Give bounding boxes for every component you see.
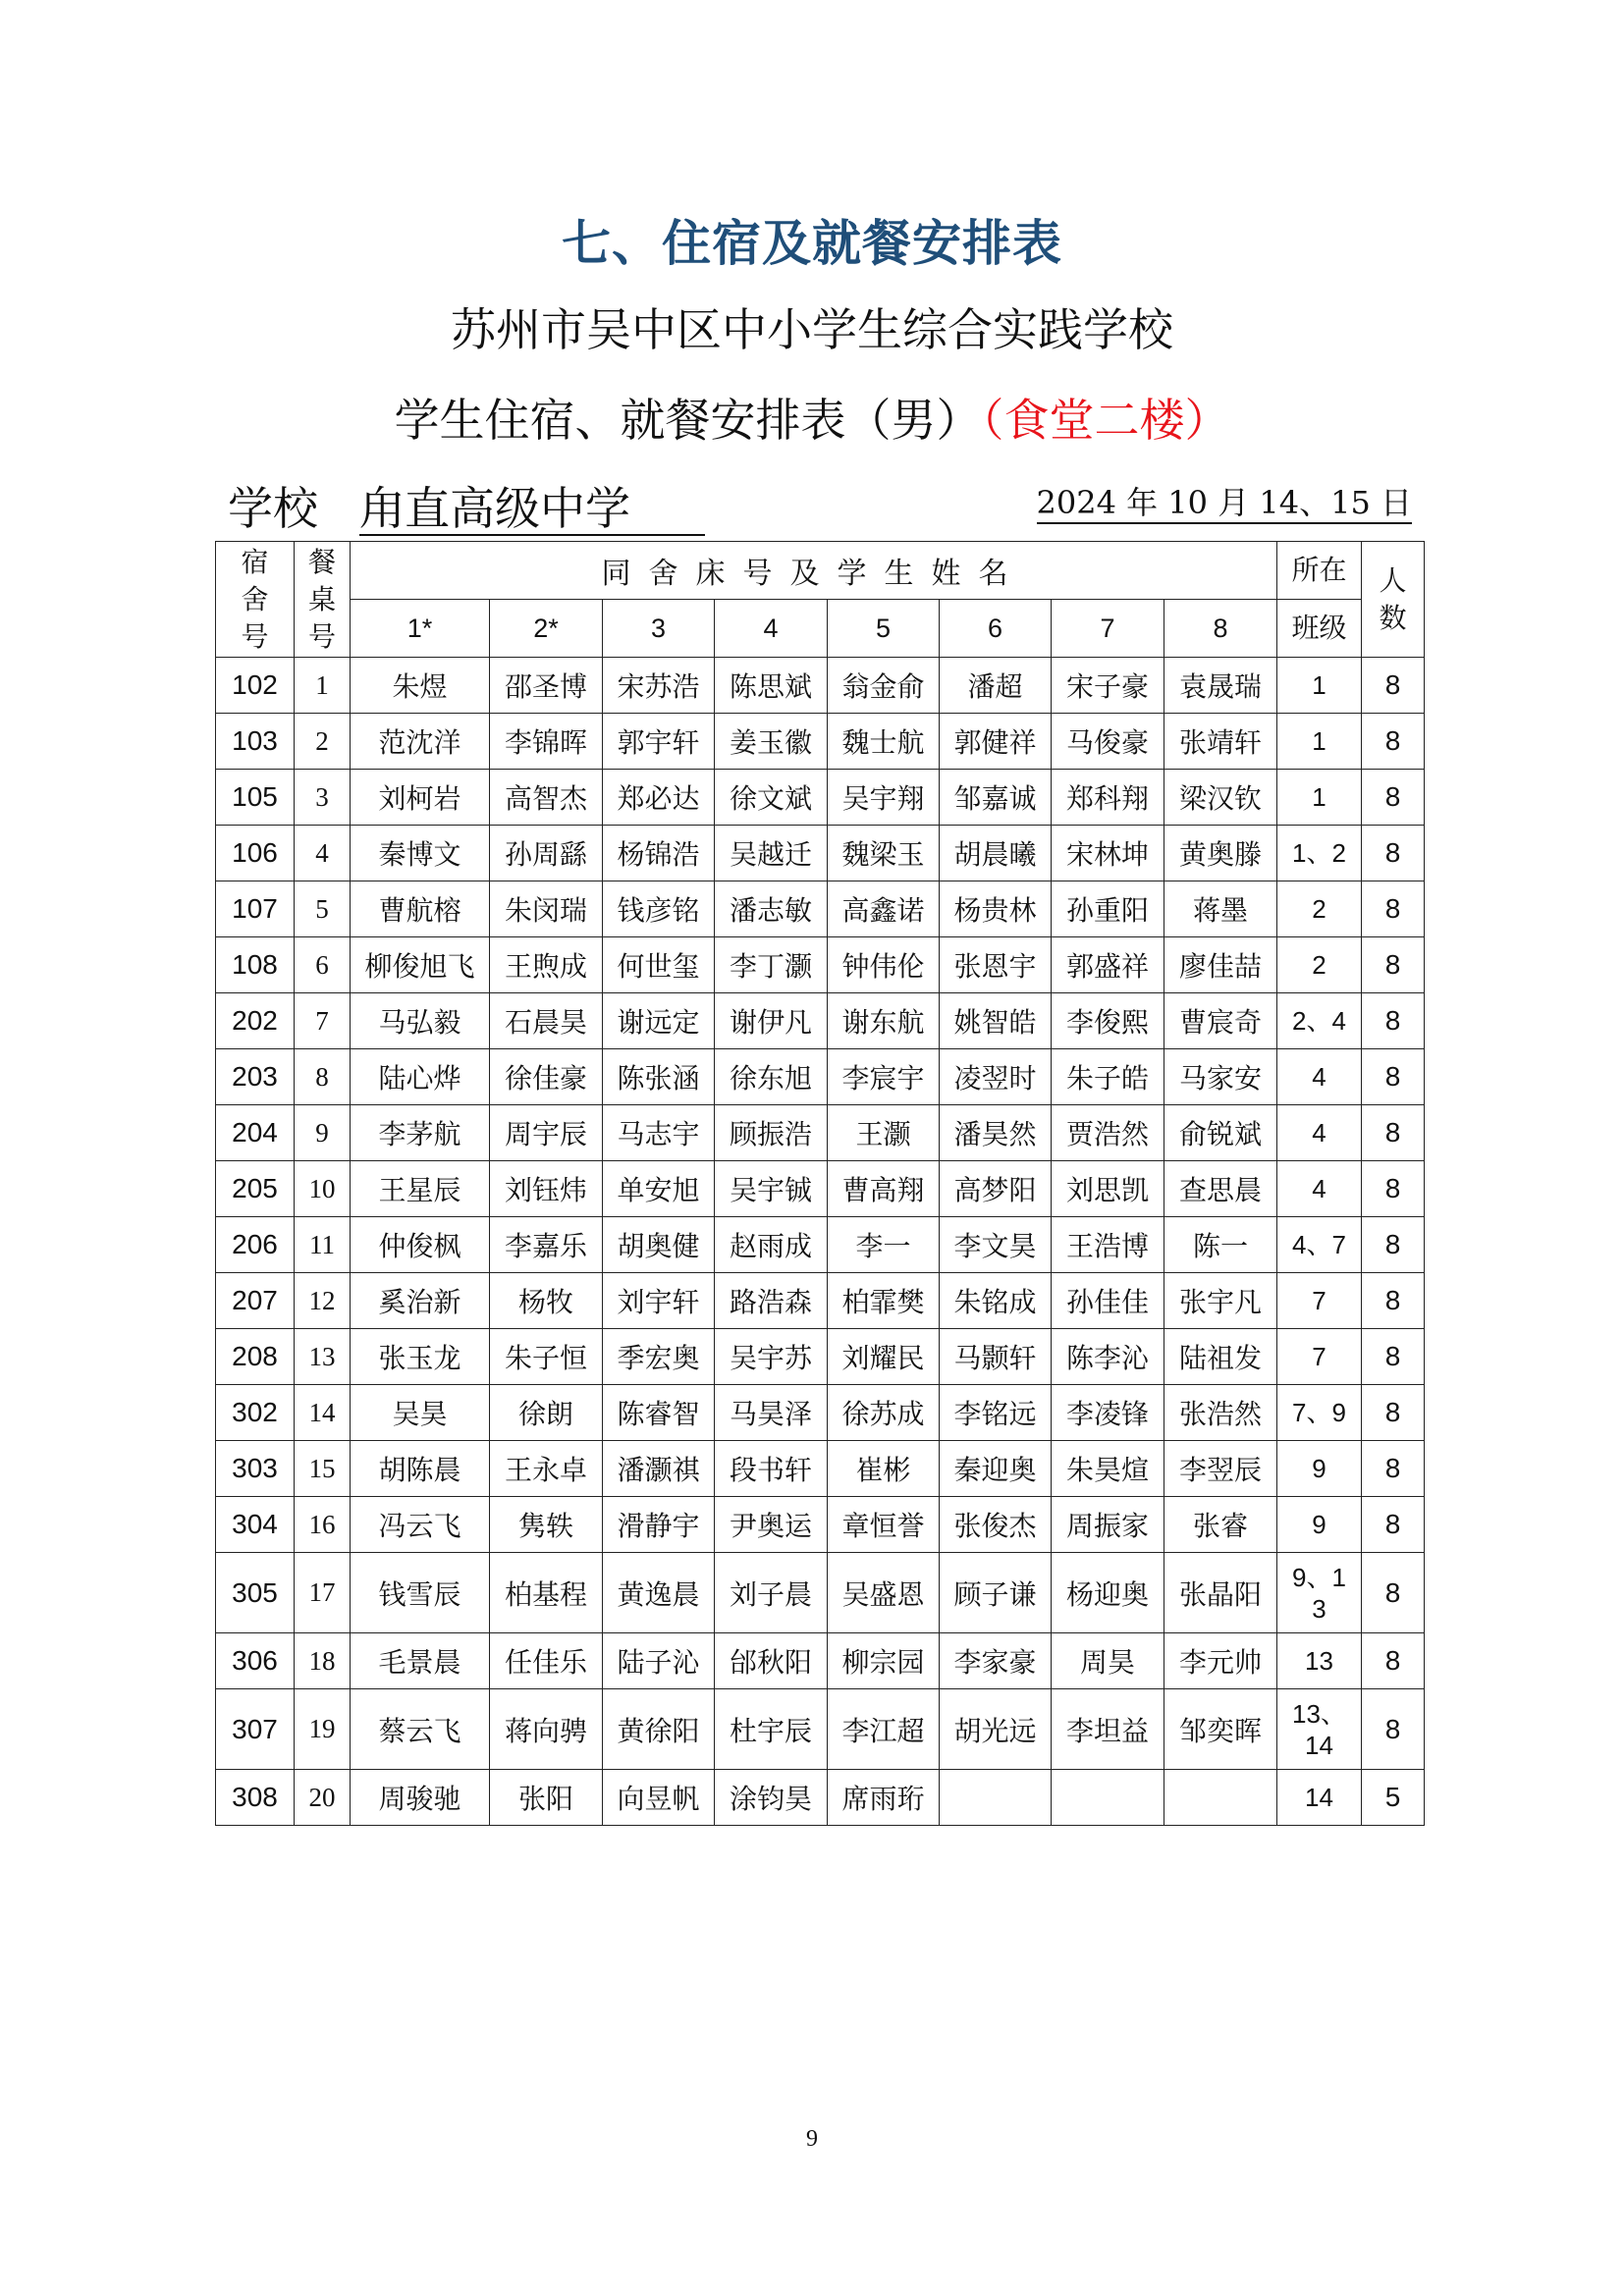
- class-cell: 2: [1277, 937, 1362, 993]
- document-title: 七、住宿及就餐安排表: [562, 215, 1062, 272]
- table-subtitle: [0, 385, 1624, 450]
- student-name: 梁汉钦: [1164, 770, 1277, 826]
- student-name: 李文昊: [940, 1217, 1052, 1273]
- class-cell: 14: [1277, 1770, 1362, 1826]
- table-number: 1: [295, 658, 351, 714]
- student-name: 邹嘉诚: [940, 770, 1052, 826]
- student-name: 柳宗园: [828, 1633, 940, 1689]
- table-body: [216, 658, 1425, 1826]
- student-name: 刘子晨: [715, 1553, 828, 1633]
- room-number: 106: [216, 826, 295, 881]
- room-number: 303: [216, 1441, 295, 1497]
- student-name: 蔡云飞: [351, 1689, 490, 1770]
- student-name: 谢伊凡: [715, 993, 828, 1049]
- school-line: [228, 473, 705, 538]
- student-name: 向昱帆: [603, 1770, 715, 1826]
- student-name: 陈睿智: [603, 1385, 715, 1441]
- table-row: [216, 993, 1425, 1049]
- class-cell: 4、7: [1277, 1217, 1362, 1273]
- class-cell: 13: [1277, 1633, 1362, 1689]
- student-name: 姚智皓: [940, 993, 1052, 1049]
- student-name: 段书轩: [715, 1441, 828, 1497]
- student-name: 滑静宇: [603, 1497, 715, 1553]
- student-name: 魏梁玉: [828, 826, 940, 881]
- canteen-location: （食堂二楼）: [981, 394, 1230, 447]
- count-cell: 8: [1362, 1553, 1425, 1633]
- student-name: 吴宇铖: [715, 1161, 828, 1217]
- class-cell: 1: [1277, 658, 1362, 714]
- date: 2024 年 10 月 14、15 日: [1037, 483, 1412, 524]
- class-cell: 1: [1277, 770, 1362, 826]
- student-name: 周昊: [1052, 1633, 1164, 1689]
- class-cell: 9: [1277, 1497, 1362, 1553]
- student-name: 贾浩然: [1052, 1105, 1164, 1161]
- student-name: 宋苏浩: [603, 658, 715, 714]
- student-name: 邰秋阳: [715, 1633, 828, 1689]
- room-number: 202: [216, 993, 295, 1049]
- student-name: 张玉龙: [351, 1329, 490, 1385]
- header-table: 餐桌号: [295, 542, 351, 658]
- class-cell: 4: [1277, 1161, 1362, 1217]
- student-name: 黄徐阳: [603, 1689, 715, 1770]
- student-name: 陈张涵: [603, 1049, 715, 1105]
- student-name: 李宸宇: [828, 1049, 940, 1105]
- table-row: [216, 714, 1425, 770]
- table-row: [216, 1105, 1425, 1161]
- student-name: 李元帅: [1164, 1633, 1277, 1689]
- table-row: [216, 1329, 1425, 1385]
- table-row: [216, 1770, 1425, 1826]
- table-subtitle-text: 学生住宿、就餐安排表（男）: [394, 394, 982, 447]
- table-row: [216, 1553, 1425, 1633]
- student-name: 陆祖发: [1164, 1329, 1277, 1385]
- room-number: 103: [216, 714, 295, 770]
- student-name: 袁晟瑞: [1164, 658, 1277, 714]
- table-row: [216, 1385, 1425, 1441]
- room-number: 108: [216, 937, 295, 993]
- student-name: 吴宇苏: [715, 1329, 828, 1385]
- student-name: 陈李沁: [1052, 1329, 1164, 1385]
- table-number: 6: [295, 937, 351, 993]
- school-subtitle: 苏州市吴中区中小学生综合实践学校: [451, 303, 1173, 356]
- table-number: 18: [295, 1633, 351, 1689]
- student-name: 宋子豪: [1052, 658, 1164, 714]
- class-cell: 2: [1277, 881, 1362, 937]
- header-bed-6: 6: [940, 600, 1052, 658]
- class-cell: 13、14: [1277, 1689, 1362, 1770]
- student-name: 张恩宇: [940, 937, 1052, 993]
- student-name: 孙重阳: [1052, 881, 1164, 937]
- student-name: 徐苏成: [828, 1385, 940, 1441]
- student-name: 隽轶: [490, 1497, 603, 1553]
- student-name: 孙周繇: [490, 826, 603, 881]
- header-bed-5: 5: [828, 600, 940, 658]
- student-name: 谢远定: [603, 993, 715, 1049]
- student-name: 奚治新: [351, 1273, 490, 1329]
- table-number: 3: [295, 770, 351, 826]
- student-name: 李凌锋: [1052, 1385, 1164, 1441]
- room-number: 207: [216, 1273, 295, 1329]
- count-cell: 8: [1362, 1161, 1425, 1217]
- student-name: 曹航榕: [351, 881, 490, 937]
- student-name: 徐东旭: [715, 1049, 828, 1105]
- dorm-table: [215, 541, 1425, 1826]
- class-cell: 1: [1277, 714, 1362, 770]
- table-row: [216, 1049, 1425, 1105]
- student-name: 黄逸晨: [603, 1553, 715, 1633]
- room-number: 308: [216, 1770, 295, 1826]
- table-row: [216, 937, 1425, 993]
- header-bed-8: 8: [1164, 600, 1277, 658]
- room-number: 304: [216, 1497, 295, 1553]
- student-name: 柳俊旭飞: [351, 937, 490, 993]
- student-name: 涂钧昊: [715, 1770, 828, 1826]
- count-cell: 8: [1362, 770, 1425, 826]
- class-cell: 7、9: [1277, 1385, 1362, 1441]
- room-number: 107: [216, 881, 295, 937]
- count-cell: 8: [1362, 1273, 1425, 1329]
- table-row: [216, 770, 1425, 826]
- student-name: 石晨昊: [490, 993, 603, 1049]
- student-name: 蒋墨: [1164, 881, 1277, 937]
- student-name: 朱铭成: [940, 1273, 1052, 1329]
- count-cell: 8: [1362, 1633, 1425, 1689]
- class-cell: 7: [1277, 1273, 1362, 1329]
- student-name: 郭健祥: [940, 714, 1052, 770]
- header-bed-3: 3: [603, 600, 715, 658]
- count-cell: 8: [1362, 1329, 1425, 1385]
- room-number: 208: [216, 1329, 295, 1385]
- student-name: 何世玺: [603, 937, 715, 993]
- count-cell: 8: [1362, 1441, 1425, 1497]
- table-row: [216, 658, 1425, 714]
- student-name: 周骏驰: [351, 1770, 490, 1826]
- school-name: 甪直高级中学: [359, 483, 705, 536]
- table-number: 13: [295, 1329, 351, 1385]
- class-cell: 9、13: [1277, 1553, 1362, 1633]
- count-cell: 8: [1362, 993, 1425, 1049]
- student-name: 马昊泽: [715, 1385, 828, 1441]
- room-number: 102: [216, 658, 295, 714]
- student-name: 潘志敏: [715, 881, 828, 937]
- count-cell: 8: [1362, 658, 1425, 714]
- count-cell: 8: [1362, 1385, 1425, 1441]
- student-name: 杜宇辰: [715, 1689, 828, 1770]
- student-name: 曹高翔: [828, 1161, 940, 1217]
- student-name: 查思晨: [1164, 1161, 1277, 1217]
- student-name: 马俊豪: [1052, 714, 1164, 770]
- student-name: 李坦益: [1052, 1689, 1164, 1770]
- student-name: 顾振浩: [715, 1105, 828, 1161]
- student-name: 潘超: [940, 658, 1052, 714]
- student-name: 廖佳喆: [1164, 937, 1277, 993]
- student-name: 胡陈晨: [351, 1441, 490, 1497]
- student-name: 张浩然: [1164, 1385, 1277, 1441]
- student-name: 单安旭: [603, 1161, 715, 1217]
- student-name: 马弘毅: [351, 993, 490, 1049]
- table-number: 15: [295, 1441, 351, 1497]
- student-name: 邹奕晖: [1164, 1689, 1277, 1770]
- student-name: 张宇凡: [1164, 1273, 1277, 1329]
- student-name: 钱雪辰: [351, 1553, 490, 1633]
- student-name: 陆子沁: [603, 1633, 715, 1689]
- student-name: 李俊熙: [1052, 993, 1164, 1049]
- student-name: 吴越迁: [715, 826, 828, 881]
- room-number: 203: [216, 1049, 295, 1105]
- student-name: 刘思凯: [1052, 1161, 1164, 1217]
- count-cell: 5: [1362, 1770, 1425, 1826]
- student-name: 仲俊枫: [351, 1217, 490, 1273]
- student-name: 徐佳豪: [490, 1049, 603, 1105]
- table-number: 10: [295, 1161, 351, 1217]
- count-cell: 8: [1362, 1049, 1425, 1105]
- student-name: 刘钰炜: [490, 1161, 603, 1217]
- student-name: [1164, 1770, 1277, 1826]
- student-name: 刘耀民: [828, 1329, 940, 1385]
- class-cell: 1、2: [1277, 826, 1362, 881]
- student-name: 杨牧: [490, 1273, 603, 1329]
- table-number: 19: [295, 1689, 351, 1770]
- count-cell: 8: [1362, 1689, 1425, 1770]
- student-name: 陈思斌: [715, 658, 828, 714]
- student-name: 徐文斌: [715, 770, 828, 826]
- student-name: 赵雨成: [715, 1217, 828, 1273]
- count-cell: 8: [1362, 1217, 1425, 1273]
- count-cell: 8: [1362, 881, 1425, 937]
- student-name: 朱子恒: [490, 1329, 603, 1385]
- table-number: 7: [295, 993, 351, 1049]
- header-class-top: 所在: [1277, 542, 1362, 600]
- student-name: 胡奥健: [603, 1217, 715, 1273]
- student-name: 季宏奥: [603, 1329, 715, 1385]
- room-number: 302: [216, 1385, 295, 1441]
- student-name: 郑必达: [603, 770, 715, 826]
- student-name: 周振家: [1052, 1497, 1164, 1553]
- student-name: 钟伟伦: [828, 937, 940, 993]
- student-name: 吴宇翔: [828, 770, 940, 826]
- header-roommates: 同舍床号及学生姓名: [351, 542, 1277, 600]
- student-name: 王灏: [828, 1105, 940, 1161]
- student-name: 冯云飞: [351, 1497, 490, 1553]
- table-number: 4: [295, 826, 351, 881]
- student-name: 马家安: [1164, 1049, 1277, 1105]
- student-name: 吴盛恩: [828, 1553, 940, 1633]
- class-cell: 7: [1277, 1329, 1362, 1385]
- student-name: 陆心烨: [351, 1049, 490, 1105]
- header-class-bottom: 班级: [1277, 600, 1362, 658]
- class-cell: 9: [1277, 1441, 1362, 1497]
- student-name: [940, 1770, 1052, 1826]
- student-name: 张靖轩: [1164, 714, 1277, 770]
- table-row: [216, 1689, 1425, 1770]
- student-name: 李丁灏: [715, 937, 828, 993]
- student-name: 李江超: [828, 1689, 940, 1770]
- student-name: 徐朗: [490, 1385, 603, 1441]
- table-number: 14: [295, 1385, 351, 1441]
- student-name: 周宇辰: [490, 1105, 603, 1161]
- student-name: 谢东航: [828, 993, 940, 1049]
- student-name: 孙佳佳: [1052, 1273, 1164, 1329]
- student-name: 凌翌时: [940, 1049, 1052, 1105]
- room-number: 307: [216, 1689, 295, 1770]
- header-bed-7: 7: [1052, 600, 1164, 658]
- student-name: 李家豪: [940, 1633, 1052, 1689]
- table-number: 16: [295, 1497, 351, 1553]
- page-number: 9: [806, 2126, 818, 2152]
- student-name: 朱昊煊: [1052, 1441, 1164, 1497]
- student-name: 王浩博: [1052, 1217, 1164, 1273]
- table-number: 8: [295, 1049, 351, 1105]
- student-name: 王星辰: [351, 1161, 490, 1217]
- student-name: 毛景晨: [351, 1633, 490, 1689]
- room-number: 105: [216, 770, 295, 826]
- student-name: 李一: [828, 1217, 940, 1273]
- student-name: 路浩森: [715, 1273, 828, 1329]
- student-name: 李嘉乐: [490, 1217, 603, 1273]
- student-name: 秦迎奥: [940, 1441, 1052, 1497]
- table-row: [216, 1441, 1425, 1497]
- student-name: 胡晨曦: [940, 826, 1052, 881]
- student-name: 朱子皓: [1052, 1049, 1164, 1105]
- count-cell: 8: [1362, 1105, 1425, 1161]
- student-name: 朱闵瑞: [490, 881, 603, 937]
- student-name: 吴昊: [351, 1385, 490, 1441]
- table-row: [216, 1273, 1425, 1329]
- student-name: 邵圣博: [490, 658, 603, 714]
- table-row: [216, 881, 1425, 937]
- student-name: 朱煜: [351, 658, 490, 714]
- student-name: 张阳: [490, 1770, 603, 1826]
- header-bed-4: 4: [715, 600, 828, 658]
- student-name: 姜玉徽: [715, 714, 828, 770]
- student-name: 刘宇轩: [603, 1273, 715, 1329]
- student-name: 钱彦铭: [603, 881, 715, 937]
- student-name: 陈一: [1164, 1217, 1277, 1273]
- student-name: 尹奥运: [715, 1497, 828, 1553]
- student-name: 章恒誉: [828, 1497, 940, 1553]
- header-room: 宿舍号: [216, 542, 295, 658]
- student-name: 任佳乐: [490, 1633, 603, 1689]
- student-name: 曹宸奇: [1164, 993, 1277, 1049]
- student-name: 黄奥滕: [1164, 826, 1277, 881]
- student-name: 秦博文: [351, 826, 490, 881]
- student-name: 张晶阳: [1164, 1553, 1277, 1633]
- header-bed-1: 1*: [351, 600, 490, 658]
- room-number: 305: [216, 1553, 295, 1633]
- table-row: [216, 1217, 1425, 1273]
- student-name: 潘昊然: [940, 1105, 1052, 1161]
- student-name: 张俊杰: [940, 1497, 1052, 1553]
- table-row: [216, 1161, 1425, 1217]
- student-name: 李翌辰: [1164, 1441, 1277, 1497]
- student-name: 范沈洋: [351, 714, 490, 770]
- student-name: 李茅航: [351, 1105, 490, 1161]
- table-number: 12: [295, 1273, 351, 1329]
- student-name: 柏霏樊: [828, 1273, 940, 1329]
- student-name: 马颢轩: [940, 1329, 1052, 1385]
- student-name: 郑科翔: [1052, 770, 1164, 826]
- student-name: 胡光远: [940, 1689, 1052, 1770]
- room-number: 205: [216, 1161, 295, 1217]
- student-name: 潘灏祺: [603, 1441, 715, 1497]
- student-name: 高鑫诺: [828, 881, 940, 937]
- student-name: 王永卓: [490, 1441, 603, 1497]
- student-name: [1052, 1770, 1164, 1826]
- table-number: 5: [295, 881, 351, 937]
- student-name: 宋林坤: [1052, 826, 1164, 881]
- student-name: 张睿: [1164, 1497, 1277, 1553]
- student-name: 郭盛祥: [1052, 937, 1164, 993]
- class-cell: 4: [1277, 1049, 1362, 1105]
- table-row: [216, 1633, 1425, 1689]
- student-name: 李锦晖: [490, 714, 603, 770]
- student-name: 蒋向骋: [490, 1689, 603, 1770]
- table-number: 17: [295, 1553, 351, 1633]
- table-row: [216, 826, 1425, 881]
- table-number: 9: [295, 1105, 351, 1161]
- class-cell: 2、4: [1277, 993, 1362, 1049]
- student-name: 崔彬: [828, 1441, 940, 1497]
- student-name: 马志宇: [603, 1105, 715, 1161]
- table-number: 20: [295, 1770, 351, 1826]
- student-name: 顾子谦: [940, 1553, 1052, 1633]
- student-name: 席雨珩: [828, 1770, 940, 1826]
- student-name: 高梦阳: [940, 1161, 1052, 1217]
- student-name: 杨锦浩: [603, 826, 715, 881]
- student-name: 俞锐斌: [1164, 1105, 1277, 1161]
- student-name: 李铭远: [940, 1385, 1052, 1441]
- student-name: 杨迎奥: [1052, 1553, 1164, 1633]
- room-number: 204: [216, 1105, 295, 1161]
- student-name: 郭宇轩: [603, 714, 715, 770]
- student-name: 翁金俞: [828, 658, 940, 714]
- room-number: 206: [216, 1217, 295, 1273]
- table-number: 2: [295, 714, 351, 770]
- student-name: 刘柯岩: [351, 770, 490, 826]
- header-count: 人数: [1362, 542, 1425, 658]
- student-name: 王煦成: [490, 937, 603, 993]
- count-cell: 8: [1362, 937, 1425, 993]
- student-name: 高智杰: [490, 770, 603, 826]
- count-cell: 8: [1362, 826, 1425, 881]
- student-name: 杨贵林: [940, 881, 1052, 937]
- room-number: 306: [216, 1633, 295, 1689]
- header-bed-2: 2*: [490, 600, 603, 658]
- student-name: 柏基程: [490, 1553, 603, 1633]
- school-label: 学校: [228, 482, 318, 535]
- table-row: [216, 1497, 1425, 1553]
- count-cell: 8: [1362, 1497, 1425, 1553]
- table-number: 11: [295, 1217, 351, 1273]
- class-cell: 4: [1277, 1105, 1362, 1161]
- student-name: 魏士航: [828, 714, 940, 770]
- count-cell: 8: [1362, 714, 1425, 770]
